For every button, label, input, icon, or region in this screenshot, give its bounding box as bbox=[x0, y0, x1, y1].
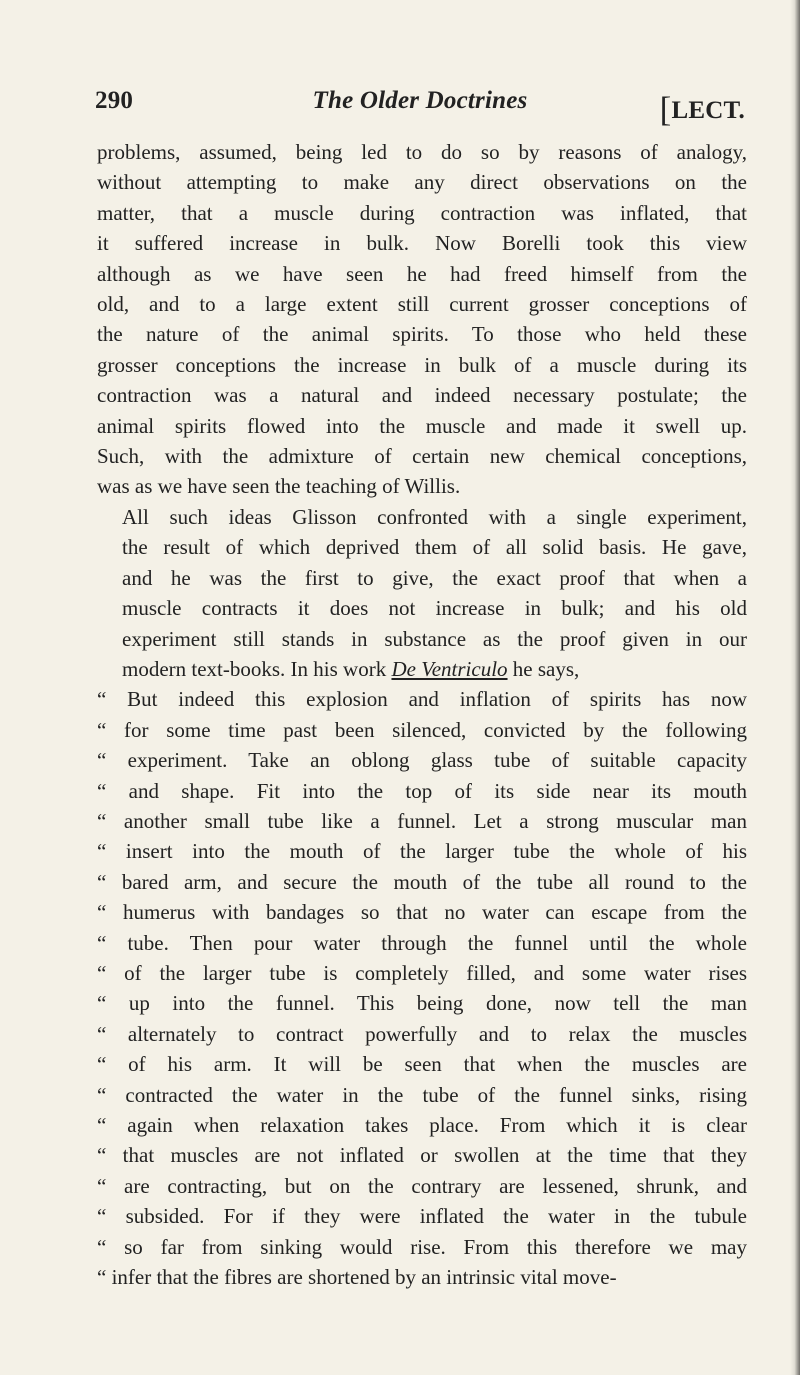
text-line: problems, assumed, being led to do so by reasons of analogy, bbox=[97, 140, 747, 164]
text-line: “ that muscles are not inflated or swollen at the time that they bbox=[97, 1143, 747, 1168]
running-header bbox=[95, 76, 745, 129]
text-line: the result of which deprived them of all solid basis. He gave, bbox=[122, 535, 747, 560]
text-line: “ another small tube like a funnel. Let a strong muscular man bbox=[97, 808, 747, 833]
text-line: “ again when relaxation takes place. From which it is clear bbox=[97, 1113, 747, 1137]
text-line: grosser conceptions the increase in bulk of a muscle during its bbox=[97, 352, 747, 377]
text-line: old, and to a large extent still current grosser conceptions of bbox=[97, 292, 747, 317]
text-line: muscle contracts it does not increase in bulk; and his old bbox=[122, 596, 747, 621]
text-line: “ so far from sinking would rise. From this therefore we may bbox=[97, 1234, 747, 1259]
text-line: “ insert into the mouth of the larger tube the whole of his bbox=[97, 839, 747, 864]
text-line: “ subsided. For if they were inflated the water in the tubule bbox=[97, 1204, 747, 1229]
text-line: “ tube. Then pour water through the funnel until the whole bbox=[97, 930, 747, 955]
text-line: and he was the first to give, the exact proof that when a bbox=[122, 565, 747, 590]
text-line: “ of his arm. It will be seen that when the muscles are bbox=[97, 1052, 747, 1077]
text-line: was as we have seen the teaching of Willis. bbox=[97, 474, 461, 499]
text-line: “ and shape. Fit into the top of its side near its mouth bbox=[97, 778, 747, 803]
text-line: the nature of the animal spirits. To those who held these bbox=[97, 322, 747, 347]
quotation bbox=[97, 684, 747, 1292]
text-line: “ experiment. Take an oblong glass tube of suitable capacity bbox=[97, 748, 747, 773]
text-line: it suffered increase in bulk. Now Borelli took this view bbox=[97, 231, 747, 256]
page-edge-shadow bbox=[790, 0, 800, 1375]
paragraph bbox=[97, 137, 747, 502]
text-line: animal spirits flowed into the muscle and made it swell up. bbox=[97, 413, 747, 438]
text-line: without attempting to make any direct observations on the bbox=[97, 170, 747, 195]
line-text: modern text-books. In his work bbox=[122, 656, 392, 681]
text-line: contraction was a natural and indeed necessary postulate; the bbox=[97, 383, 747, 408]
text-line bbox=[97, 654, 747, 684]
text-line: “ of the larger tube is completely filled, and some water rises bbox=[97, 960, 747, 985]
text-line: matter, that a muscle during contraction was inflated, that bbox=[97, 200, 747, 225]
text-line: “ for some time past been silenced, convicted by the following bbox=[97, 717, 747, 742]
text-line: although as we have seen he had freed himself from the bbox=[97, 261, 747, 286]
text-line: “ alternately to contract powerfully and to relax the muscles bbox=[97, 1021, 747, 1046]
lecture-bracket: [ bbox=[659, 90, 672, 129]
text-line: “ bared arm, and secure the mouth of the tube all round to the bbox=[97, 869, 747, 894]
running-title: The Older Doctrines bbox=[312, 87, 528, 114]
lecture-label: LECT. bbox=[671, 97, 745, 124]
text-line: “ infer that the fibres are shortened by an intrinsic vital move- bbox=[97, 1265, 617, 1290]
lecture-marker bbox=[660, 87, 745, 127]
text-line: “ But indeed this explosion and inflation of spirits has now bbox=[97, 687, 747, 712]
text-line: experiment still stands in substance as the proof given in our bbox=[122, 626, 747, 651]
text-line: Such, with the admixture of certain new chemical conceptions, bbox=[97, 444, 747, 469]
text-line: “ contracted the water in the tube of the funnel sinks, rising bbox=[97, 1082, 747, 1107]
line-text: he says, bbox=[507, 656, 580, 681]
text-line: “ up into the funnel. This being done, now tell the man bbox=[97, 991, 747, 1016]
text-line: “ humerus with bandages so that no water can escape from the bbox=[97, 900, 747, 925]
page-number: 290 bbox=[95, 87, 134, 114]
body-text bbox=[97, 137, 747, 1292]
text-line: “ are contracting, but on the contrary are lessened, shrunk, and bbox=[97, 1173, 747, 1198]
work-title: De Ventriculo bbox=[391, 656, 508, 681]
paragraph bbox=[97, 502, 747, 684]
text-line: All such ideas Glisson confronted with a single experiment, bbox=[122, 504, 747, 529]
